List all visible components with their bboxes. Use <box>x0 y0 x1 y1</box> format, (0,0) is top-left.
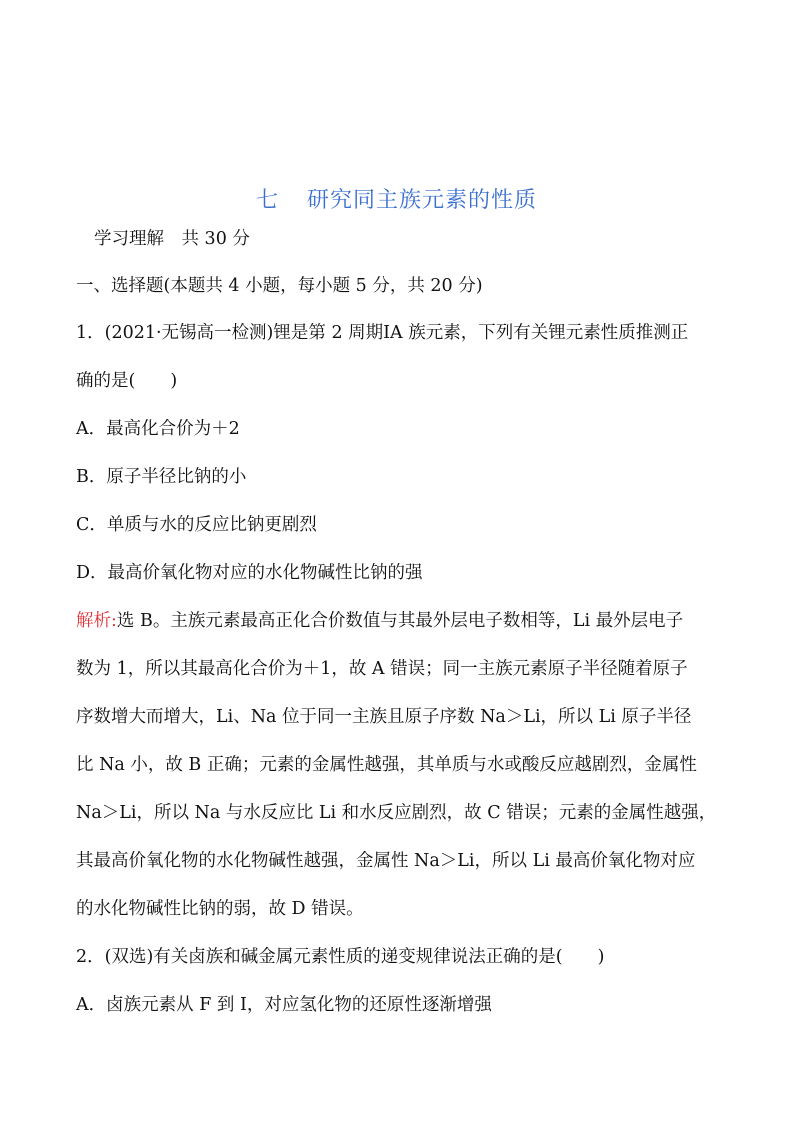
part-header: 一、选择题(本题共 4 小题，每小题 5 分，共 20 分) <box>76 276 483 296</box>
analysis-label: 解析: <box>76 611 117 631</box>
question2-option-a: A．卤族元素从 F 到 I，对应氢化物的还原性逐渐增强 <box>76 995 492 1015</box>
title-number: 七 <box>255 188 279 213</box>
title-text: 研究同主族元素的性质 <box>307 188 538 213</box>
section-header: 学习理解 共 30 分 <box>94 229 250 249</box>
question1-option-c: C．单质与水的反应比钠更剧烈 <box>76 515 317 535</box>
question1-option-a: A．最高化合价为＋2 <box>76 419 240 439</box>
analysis-line-4: 比 Na 小，故 B 正确；元素的金属性越强，其单质与水或酸反应越剧烈，金属性 <box>76 755 697 775</box>
analysis-line-5: Na＞Li，所以 Na 与水反应比 Li 和水反应剧烈，故 C 错误；元素的金属性越强， <box>76 803 717 823</box>
question1-stem-line2: 确的是( ) <box>76 371 178 391</box>
analysis-text-1: 选 B。主族元素最高正化合价数值与其最外层电子数相等，Li 最外层电子 <box>116 611 684 631</box>
analysis-line-6: 其最高价氧化物的水化物碱性越强，金属性 Na＞Li，所以 Li 最高价氧化物对应 <box>76 851 696 871</box>
analysis-line-7: 的水化物碱性比钠的弱，故 D 错误。 <box>76 899 364 919</box>
question1-stem-line1: 1．(2021·无锡高一检测)锂是第 2 周期ⅠA 族元素，下列有关锂元素性质推测正 <box>76 323 689 343</box>
analysis-line-2: 数为 1，所以其最高化合价为＋1，故 A 错误；同一主族元素原子半径随着原子 <box>76 659 688 679</box>
question1-option-d: D．最高价氧化物对应的水化物碱性比钠的强 <box>76 563 423 583</box>
question1-option-b: B．原子半径比钠的小 <box>76 467 247 487</box>
question2-stem: 2．(双选)有关卤族和碱金属元素性质的递变规律说法正确的是( ) <box>76 947 605 967</box>
analysis-line-3: 序数增大而增大，Li、Na 位于同一主族且原子序数 Na＞Li，所以 Li 原子半径 <box>76 707 692 727</box>
analysis-line-1 <box>76 608 726 634</box>
page-title <box>0 183 793 214</box>
